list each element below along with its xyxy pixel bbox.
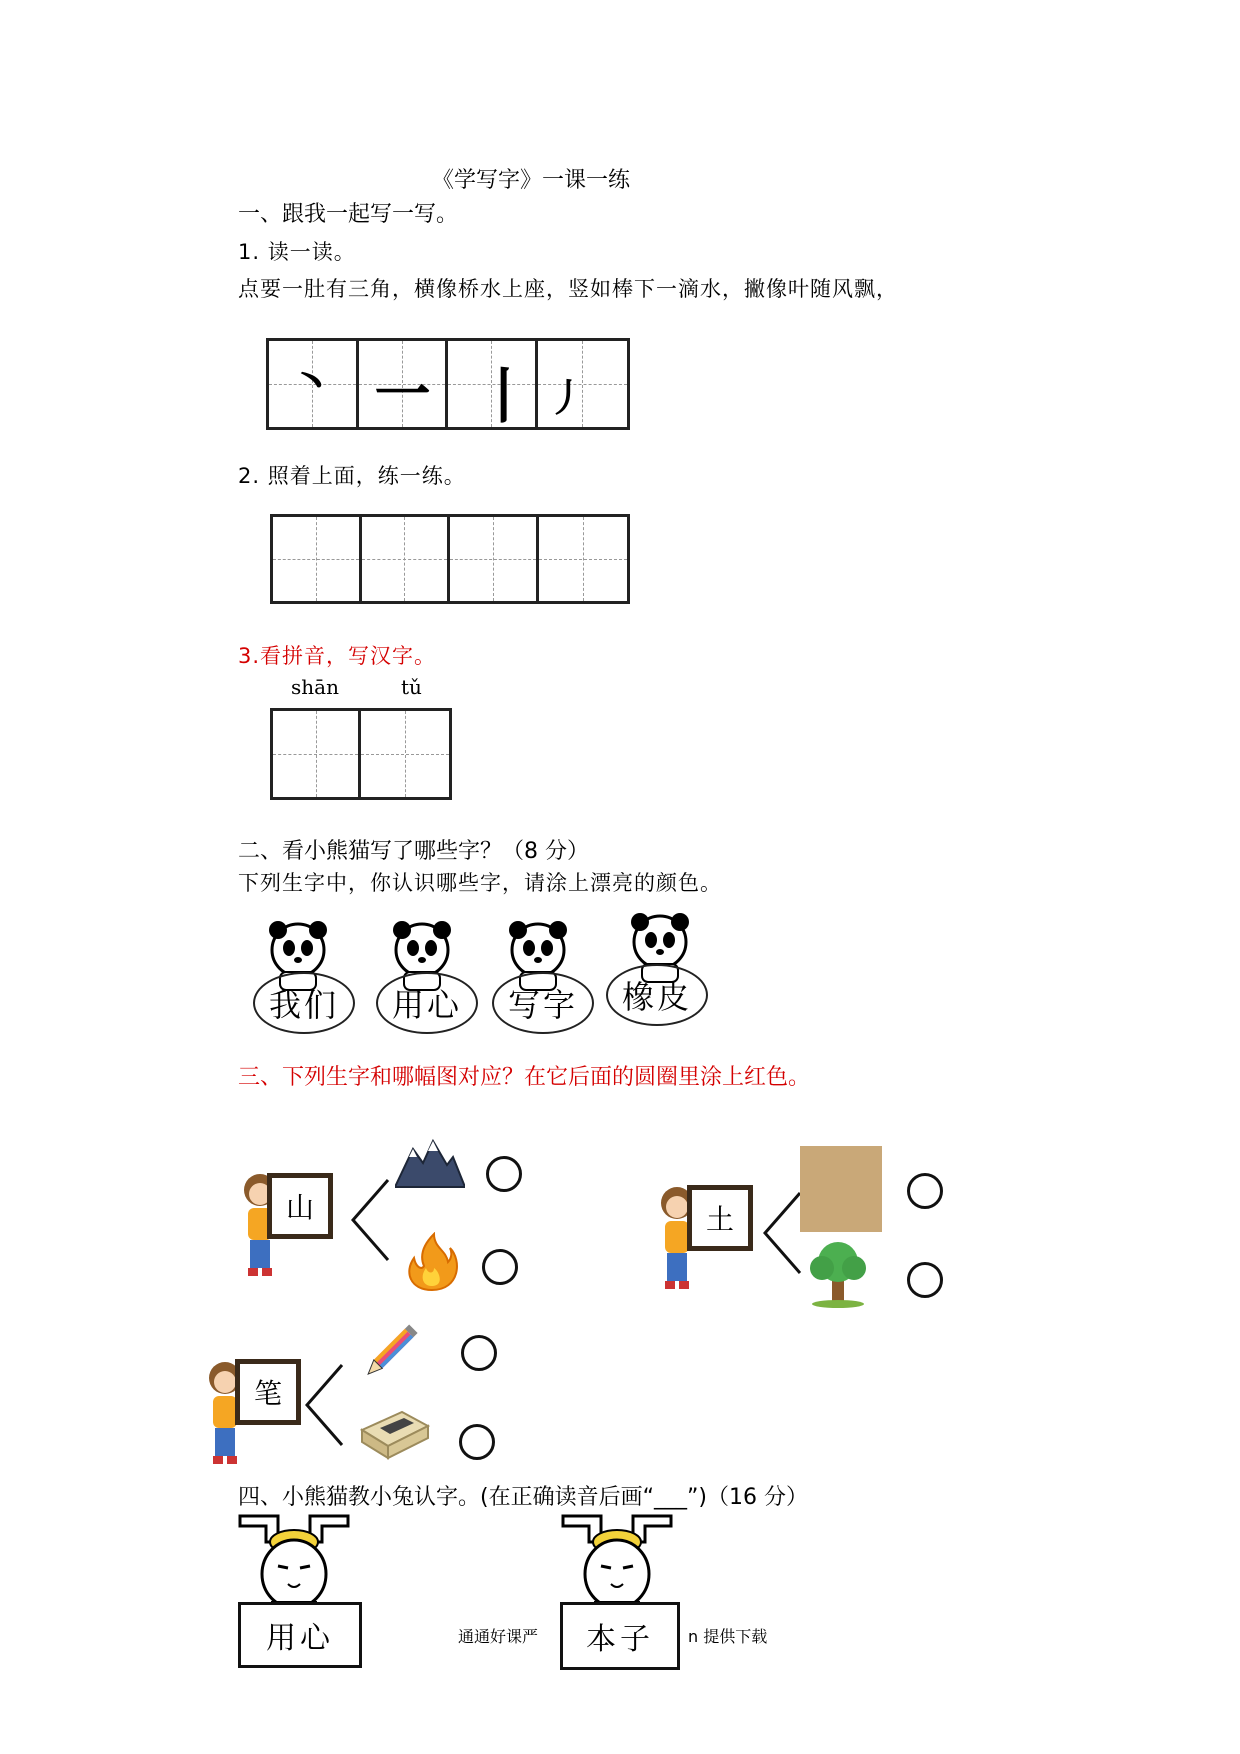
word-box-benzi: 本子 (560, 1602, 680, 1670)
answer-cell-tu[interactable] (361, 711, 449, 797)
rabbit-icon (561, 1512, 673, 1612)
section3-heading: 三、下列生字和哪幅图对应？在它后面的圆圈里涂上红色。 (238, 1065, 811, 1090)
pencil-icon (365, 1320, 425, 1380)
mountain-icon (395, 1135, 465, 1190)
practice-cell[interactable] (362, 517, 451, 601)
footer-right-text: n 提供下载 (688, 1627, 768, 1646)
pinyin-answer-grid[interactable] (270, 708, 452, 800)
char-board-bi: 笔 (235, 1359, 301, 1425)
practice-cell[interactable] (450, 517, 539, 601)
stroke-cell-pie (538, 341, 627, 427)
answer-circle-mountain[interactable] (486, 1156, 522, 1192)
eraser-icon (358, 1400, 430, 1462)
section2-heading: 二、看小熊猫写了哪些字？（8 分） (238, 839, 589, 864)
stroke-cell-shu (448, 341, 538, 432)
q2-label: 2. 照着上面，练一练。 (238, 464, 466, 488)
stroke-cell-dian (269, 341, 359, 427)
tree-icon (808, 1240, 868, 1308)
section2-instruction: 下列生字中，你认识哪些字，请涂上漂亮的颜色。 (238, 871, 722, 895)
rabbit-icon (238, 1512, 350, 1612)
section1-heading: 一、跟我一起写一写。 (238, 202, 459, 227)
stroke-heng: 一 (374, 362, 431, 428)
stroke-pie: 丿 (547, 375, 586, 420)
q1-text: 点要一肚有三角，横像桥水上座，竖如棒下一滴水，撇像叶随风飘， (238, 277, 898, 301)
footer-left-text: 通通好课严 (458, 1627, 539, 1646)
word-box-yongxin: 用心 (238, 1602, 362, 1668)
char-board-tu: 土 (687, 1185, 753, 1251)
soil-icon (800, 1146, 882, 1232)
practice-cell[interactable] (539, 517, 627, 601)
answer-circle-pencil[interactable] (461, 1335, 497, 1371)
stroke-dian: 丶 (285, 354, 338, 413)
fire-icon (402, 1232, 464, 1294)
practice-grid[interactable] (270, 514, 630, 604)
word-oval-women[interactable]: 我们 (253, 972, 355, 1034)
pinyin-tu: tǔ (401, 675, 422, 699)
practice-cell[interactable] (273, 517, 362, 601)
answer-circle-soil[interactable] (907, 1173, 943, 1209)
answer-circle-fire[interactable] (482, 1249, 518, 1285)
q3-label: 3.看拼音，写汉字。 (238, 644, 437, 668)
answer-cell-shan[interactable] (273, 711, 361, 797)
bracket-lines (302, 1360, 352, 1450)
pinyin-shan: shān (291, 675, 339, 699)
answer-circle-tree[interactable] (907, 1262, 943, 1298)
word-oval-yongxin[interactable]: 用心 (376, 972, 478, 1034)
page-title: 《学写字》一课一练 (432, 168, 631, 193)
answer-circle-eraser[interactable] (459, 1424, 495, 1460)
q1-label: 1. 读一读。 (238, 240, 356, 264)
word-oval-xiezi[interactable]: 写字 (492, 972, 594, 1034)
stroke-shu: 丨 (474, 362, 535, 432)
stroke-cell-heng (359, 341, 449, 427)
section4-heading: 四、小熊猫教小兔认字。(在正确读音后画“___”)（16 分） (238, 1485, 808, 1510)
word-oval-xiangpi[interactable]: 橡皮 (606, 964, 708, 1026)
stroke-demo-grid (266, 338, 630, 430)
bracket-lines (348, 1175, 398, 1265)
char-board-shan: 山 (267, 1173, 333, 1239)
